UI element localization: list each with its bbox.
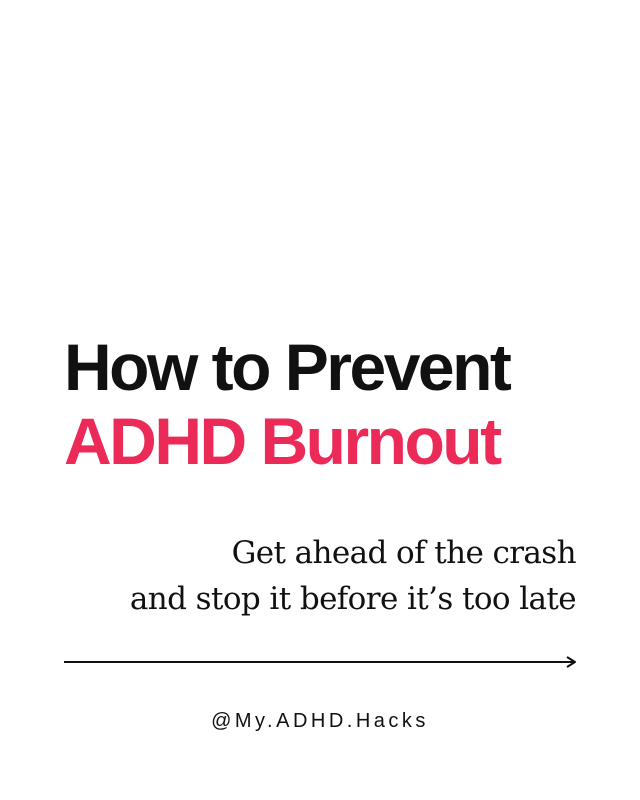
page-title	[64, 330, 509, 478]
subtitle	[130, 530, 576, 622]
account-handle: @My.ADHD.Hacks	[211, 710, 429, 732]
arrow-right-icon	[64, 654, 578, 670]
subtitle-line-2: and stop it before it’s too late	[129, 581, 576, 617]
title-line-2-highlight: ADHD Burnout	[64, 404, 500, 478]
title-line-1: How to Prevent	[64, 330, 510, 404]
subtitle-line-1: Get ahead of the crash	[231, 535, 576, 571]
